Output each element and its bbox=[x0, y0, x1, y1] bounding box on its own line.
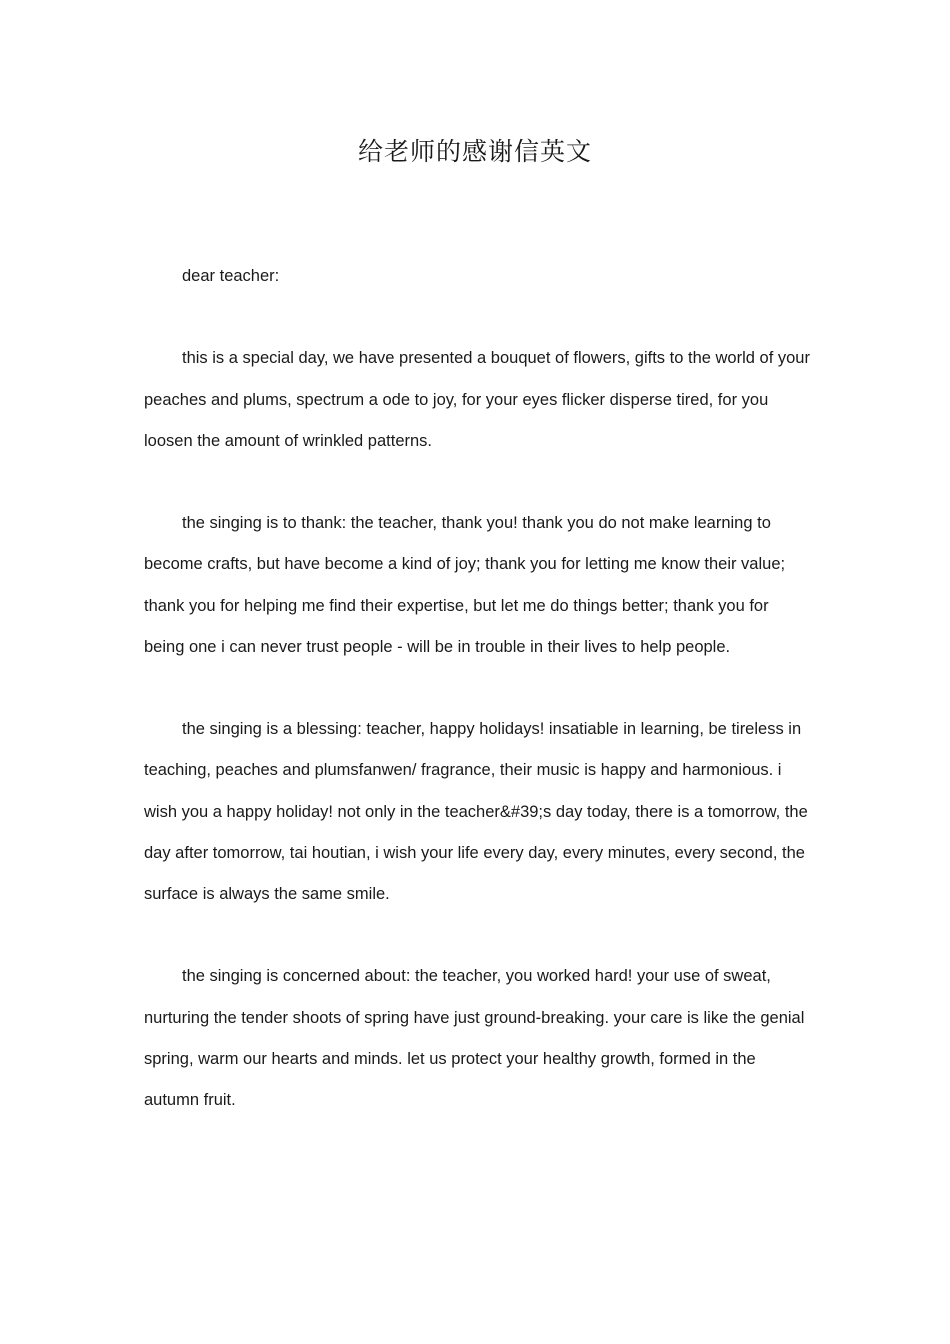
document-title: 给老师的感谢信英文 bbox=[357, 137, 592, 166]
paragraph-3: the singing is a blessing: teacher, happy holidays! insatiable in learning, be tireless in teaching, peaches and plumsfanwen/ fragrance, their music is happy and harmonious. i wish you a happy holiday! not only in the teacher&#39;s day today, there is a tomorrow, the day after tomorrow, tai houtian, i wish your life every day, every minutes, every second, the surface is always the same smile. bbox=[144, 720, 808, 903]
paragraph-4: the singing is concerned about: the teacher, you worked hard! your use of sweat, nurturing the tender shoots of spring have just ground-breaking. your care is like the genial spring, warm our hearts and minds. let us protect your healthy growth, formed in the autumn fruit. bbox=[144, 967, 805, 1109]
letter-body bbox=[144, 256, 810, 1162]
paragraph-1: this is a special day, we have presented a bouquet of flowers, gifts to the world of your peaches and plums, spectrum a ode to joy, for your eyes flicker disperse tired, for you loosen the amount of wrinkled patterns. bbox=[144, 349, 810, 450]
paragraph-2: the singing is to thank: the teacher, thank you! thank you do not make learning to become crafts, but have become a kind of joy; thank you for letting me know their value; thank you for helping me find their expertise, but let me do things better; thank you for being one i can never trust people - will be in trouble in their lives to help people. bbox=[144, 514, 786, 656]
salutation: dear teacher: bbox=[182, 267, 280, 285]
